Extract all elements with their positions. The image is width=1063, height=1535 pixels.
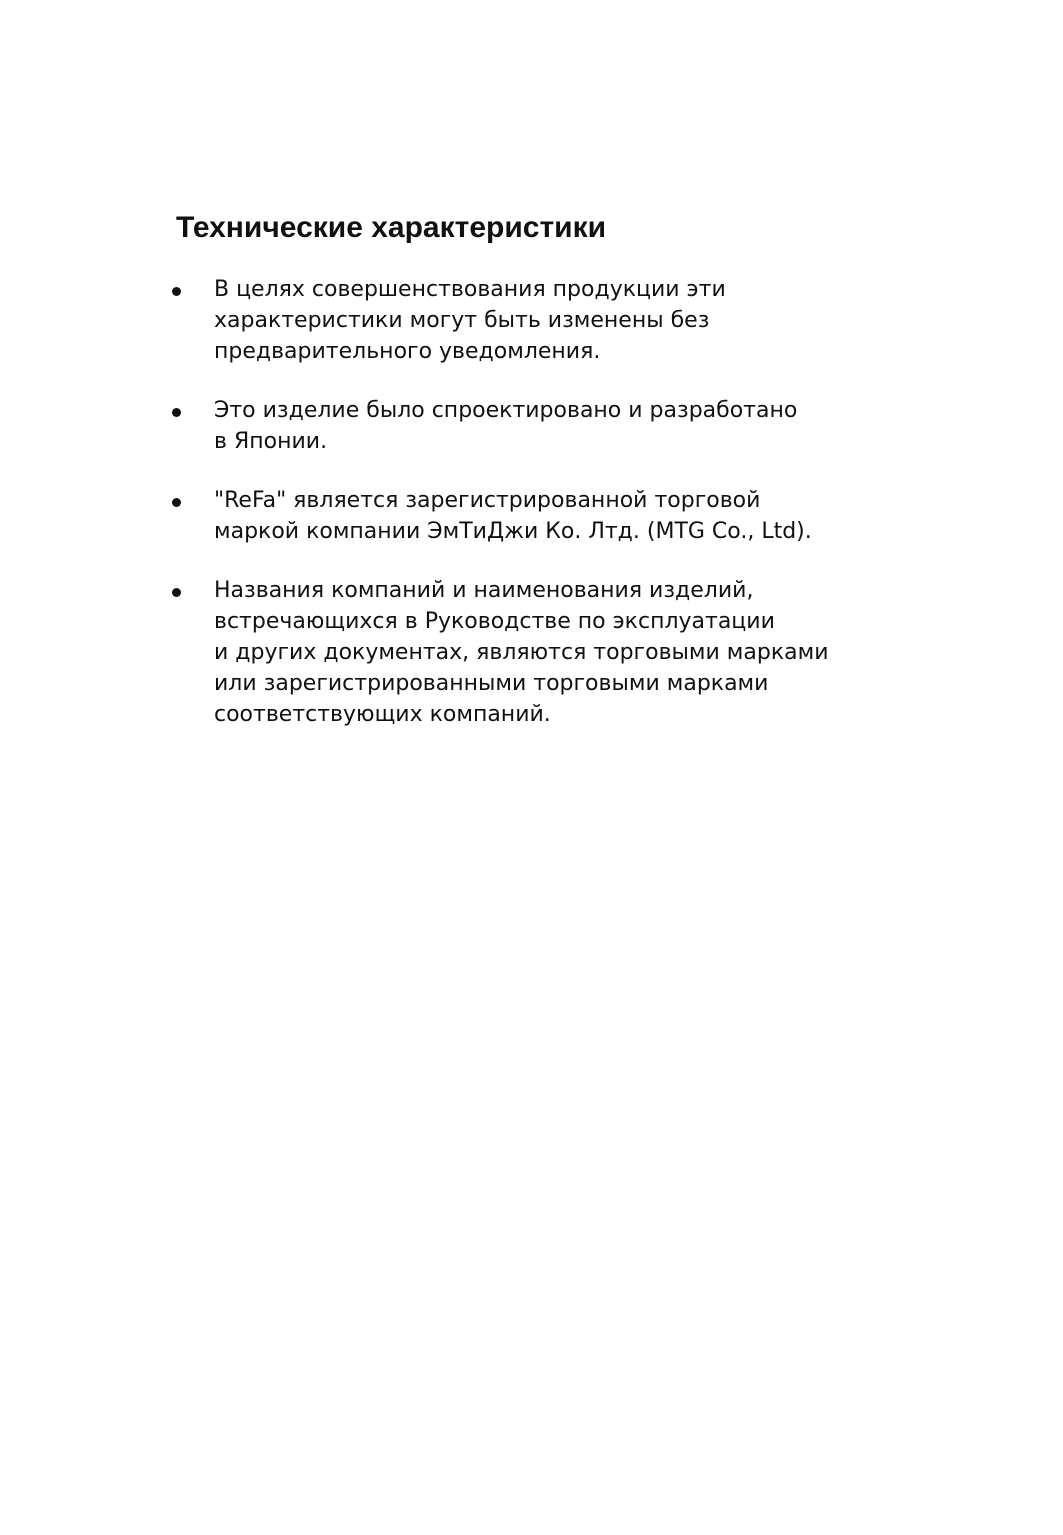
- list-item-text: [214, 575, 888, 730]
- text-line: "ReFa" является зарегистрированной торговой: [214, 488, 761, 513]
- text-line: или зарегистрированными торговыми марками: [214, 671, 769, 696]
- bullet-icon: [168, 485, 214, 507]
- text-line: соответствующих компаний.: [214, 702, 551, 727]
- list-item-text: [214, 395, 888, 457]
- text-line: Названия компаний и наименования изделий,: [214, 578, 754, 603]
- text-line: Это изделие было спроектировано и разработано: [214, 398, 798, 423]
- text-line: встречающихся в Руководстве по эксплуатации: [214, 609, 775, 634]
- text-line: В целях совершенствования продукции эти: [214, 277, 726, 302]
- list-item: [168, 395, 888, 457]
- list-item-text: [214, 274, 888, 367]
- list-item: [168, 575, 888, 730]
- list-item: [168, 485, 888, 547]
- bullet-icon: [168, 575, 214, 597]
- text-line: характеристики могут быть изменены без: [214, 308, 710, 333]
- text-line: маркой компании ЭмТиДжи Ко. Лтд. (MTG Co., Ltd).: [214, 519, 812, 544]
- page-title: Технические характеристики: [176, 211, 607, 244]
- text-line: и других документах, являются торговыми марками: [214, 640, 829, 665]
- specifications-list: [168, 274, 888, 758]
- bullet-icon: [168, 395, 214, 417]
- text-line: предварительного уведомления.: [214, 339, 601, 364]
- bullet-icon: [168, 274, 214, 296]
- list-item-text: [214, 485, 888, 547]
- text-line: в Японии.: [214, 429, 328, 454]
- list-item: [168, 274, 888, 367]
